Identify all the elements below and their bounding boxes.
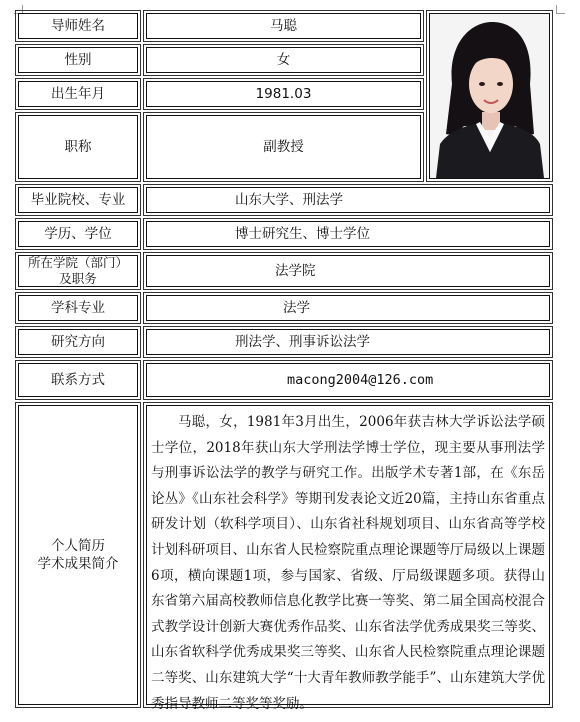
value-cell xyxy=(143,326,553,358)
label-cell xyxy=(15,184,141,216)
degree-label: 学历、学位 xyxy=(18,221,138,247)
corner-mark xyxy=(556,5,565,14)
value-cell xyxy=(143,112,424,182)
discipline-label: 学科专业 xyxy=(18,295,138,321)
degree-value: 博士研究生、博士学位 xyxy=(146,221,550,247)
value-cell xyxy=(143,252,553,290)
photo-cell xyxy=(426,10,553,182)
portrait-icon xyxy=(430,14,549,178)
gender-value: 女 xyxy=(146,47,421,73)
bio-label xyxy=(18,405,138,705)
label-cell xyxy=(15,10,141,42)
contact-label: 联系方式 xyxy=(18,363,138,397)
label-cell xyxy=(15,326,141,358)
bio-label-line2: 学术成果简介 xyxy=(37,556,119,572)
contact-value: macong2004@126.com xyxy=(146,363,550,397)
value-cell xyxy=(143,10,424,42)
name-label: 导师姓名 xyxy=(18,13,138,39)
value-cell xyxy=(143,44,424,76)
value-cell xyxy=(143,402,553,712)
research-value: 刑法学、刑事诉讼法学 xyxy=(146,329,550,355)
label-cell xyxy=(15,360,141,400)
birth-value: 1981.03 xyxy=(146,81,421,107)
label-cell xyxy=(15,112,141,182)
bio-text-block xyxy=(146,405,550,712)
portrait-photo xyxy=(429,13,550,179)
school-label: 毕业院校、专业 xyxy=(18,187,138,213)
school-value: 山东大学、刑法学 xyxy=(146,187,550,213)
title-label: 职称 xyxy=(18,115,138,179)
value-cell xyxy=(143,218,553,250)
label-cell xyxy=(15,218,141,250)
value-cell xyxy=(143,78,424,110)
value-cell xyxy=(143,360,553,400)
title-value: 副教授 xyxy=(146,115,421,179)
bio-text: 马聪，女，1981年3月出生，2006年获吉林大学诉讼法学硕士学位，2018年获山东大学刑法学博士学位，现主要从事刑法学与刑事诉讼法学的教学与研究工作。出版学术专著1部，在《东岳论丛》《山东社会科学》等期刊发表论文近20篇，主持山东省重点研发计划（软科学项目）、山东省社科规划项目、山东省高等学校计划科研项目、山东省人民检察院重点理论课题等厅局级以上课题6项，横向课题1项，参与国家、省级、厅局级课题多项。获得山东省第六届高校教师信息化教学比赛一等奖、第二届全国高校混合式教学设计创新大赛优秀作品奖、山东省法学优秀成果奖三等奖、山东省软科学优秀成果奖三等奖、山东省人民检察院重点理论课题二等奖、山东建筑大学“十大青年教师教学能手”、山东建筑大学优秀指导教师二等奖等奖励。 xyxy=(151,414,545,712)
dept-label-line2: 及职务 xyxy=(59,271,97,286)
label-cell xyxy=(15,292,141,324)
dept-value: 法学院 xyxy=(146,255,550,287)
bio-label-line1: 个人简历 xyxy=(51,537,105,554)
label-cell xyxy=(15,78,141,110)
dept-label xyxy=(18,255,138,287)
label-cell xyxy=(15,44,141,76)
research-label: 研究方向 xyxy=(18,329,138,355)
discipline-value: 法学 xyxy=(146,295,550,321)
name-value: 马聪 xyxy=(146,13,421,39)
label-cell xyxy=(15,402,141,708)
value-cell xyxy=(143,184,553,216)
birth-label: 出生年月 xyxy=(18,81,138,107)
gender-label: 性别 xyxy=(18,47,138,73)
label-cell xyxy=(15,252,141,290)
dept-label-line1: 所在学院（部门） xyxy=(27,254,128,270)
value-cell xyxy=(143,292,553,324)
